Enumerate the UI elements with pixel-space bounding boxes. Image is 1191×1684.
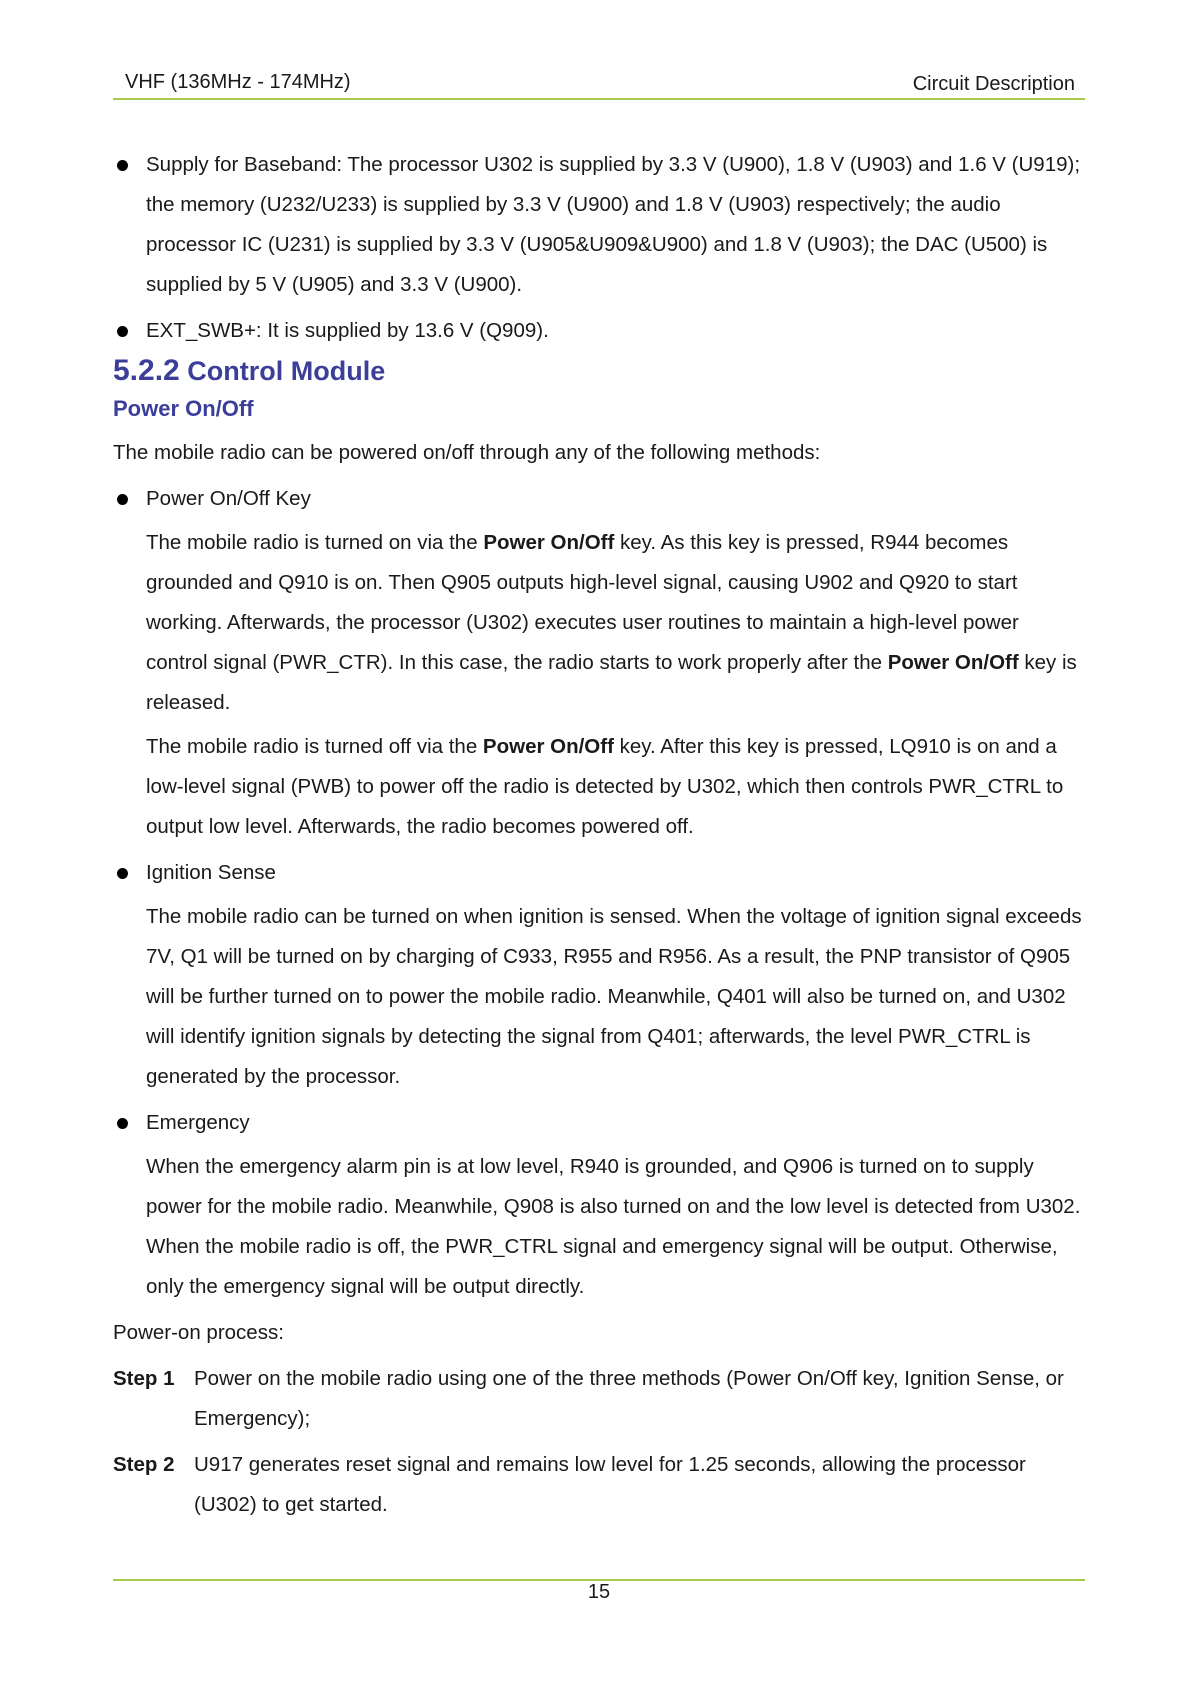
bullet-text: EXT_SWB+: It is supplied by 13.6 V (Q909). xyxy=(146,319,549,342)
bullet-dot-icon xyxy=(117,494,128,505)
step-label: Step 1 xyxy=(113,1367,175,1390)
method-title: Power On/Off Key xyxy=(146,487,311,510)
method-title: Emergency xyxy=(146,1111,250,1134)
bullet-dot-icon xyxy=(117,868,128,879)
key-name-bold: Power On/Off xyxy=(482,735,614,758)
text-run: The mobile radio is turned on via the xyxy=(146,531,484,554)
page-number: 15 xyxy=(587,1581,611,1603)
method-emergency-paragraph: When the emergency alarm pin is at low level, R940 is grounded, and Q906 is turned on to supply power for the mobile radio. Meanwhile, Q908 is also turned on and the low level is detected from U302. When the mobile radio is off, the PWR_CTRL signal and emergency signal will be output. Otherwise, only the emergency signal will be output directly. xyxy=(146,1155,1081,1298)
key-name-bold: Power On/Off xyxy=(887,651,1019,674)
subsection-heading: Power On/Off xyxy=(113,396,254,421)
method-ignition-paragraph: The mobile radio can be turned on when ignition is sensed. When the voltage of ignition signal exceeds 7V, Q1 will be turned on by charging of C933, R955 and R956. As a result, the PNP transistor of Q905 will be further turned on to power the mobile radio. Meanwhile, Q401 will also be turned on, and U302 will identify ignition signals by detecting the signal from Q401; afterwards, the level PWR_CTRL is generated by the processor. xyxy=(146,905,1082,1088)
method-ignition xyxy=(113,853,1085,893)
method-emergency xyxy=(113,1103,1085,1143)
text-run: key is released. xyxy=(146,651,1077,714)
step-label: Step 2 xyxy=(113,1453,175,1476)
bullet-dot-icon xyxy=(117,326,128,337)
page-content xyxy=(113,145,1085,1525)
lead-paragraph: The mobile radio can be powered on/off through any of the following methods: xyxy=(113,441,821,464)
key-name-bold: Power On/Off xyxy=(483,531,615,554)
process-step-2 xyxy=(113,1445,1085,1525)
method-key xyxy=(113,479,1085,519)
method-key-paragraph-off xyxy=(113,727,1085,847)
section-number: 5.2.2 xyxy=(113,354,180,387)
process-title: Power-on process: xyxy=(113,1321,284,1344)
bullet-supply-baseband xyxy=(113,145,1085,305)
bullet-ext-swb xyxy=(113,311,1085,351)
header-section: Circuit Description xyxy=(912,73,1075,95)
method-title: Ignition Sense xyxy=(146,861,276,884)
text-run: key. As this key is pressed, R944 becomes grounded and Q910 is on. Then Q905 outputs high-level signal, causing U902 and Q920 to start working. Afterwards, the processor (U302) executes user routines to maintain a high-level power control signal (PWR_CTR). In this case, the radio starts to work properly after the xyxy=(146,531,1019,674)
step-text: U917 generates reset signal and remains low level for 1.25 seconds, allowing the processor (U302) to get started. xyxy=(194,1453,1026,1516)
bullet-dot-icon xyxy=(117,1118,128,1129)
bullet-text: Supply for Baseband: The processor U302 is supplied by 3.3 V (U900), 1.8 V (U903) and 1.6 V (U919); the memory (U232/U233) is supplied by 3.3 V (U900) and 1.8 V (U903) respectively; the audio processor IC (U231) is supplied by 3.3 V (U905&U909&U900) and 1.8 V (U903); the DAC (U500) is supplied by 5 V (U905) and 3.3 V (U900). xyxy=(146,153,1081,296)
section-heading xyxy=(113,351,1085,391)
process-step-1 xyxy=(113,1359,1085,1439)
method-key-paragraph-on xyxy=(113,523,1085,723)
text-run: The mobile radio is turned off via the xyxy=(146,735,483,758)
text-run: key. After this key is pressed, LQ910 is on and a low-level signal (PWB) to power off the radio is detected by U302, which then controls PWR_CTRL to output low level. Afterwards, the radio becomes powered off. xyxy=(146,735,1064,838)
section-title: Control Module xyxy=(187,356,386,386)
header-title: VHF (136MHz - 174MHz) xyxy=(125,71,351,93)
bullet-dot-icon xyxy=(117,160,128,171)
step-text: Power on the mobile radio using one of the three methods (Power On/Off key, Ignition Sense, or Emergency); xyxy=(194,1367,1064,1430)
page-header xyxy=(113,70,1085,100)
